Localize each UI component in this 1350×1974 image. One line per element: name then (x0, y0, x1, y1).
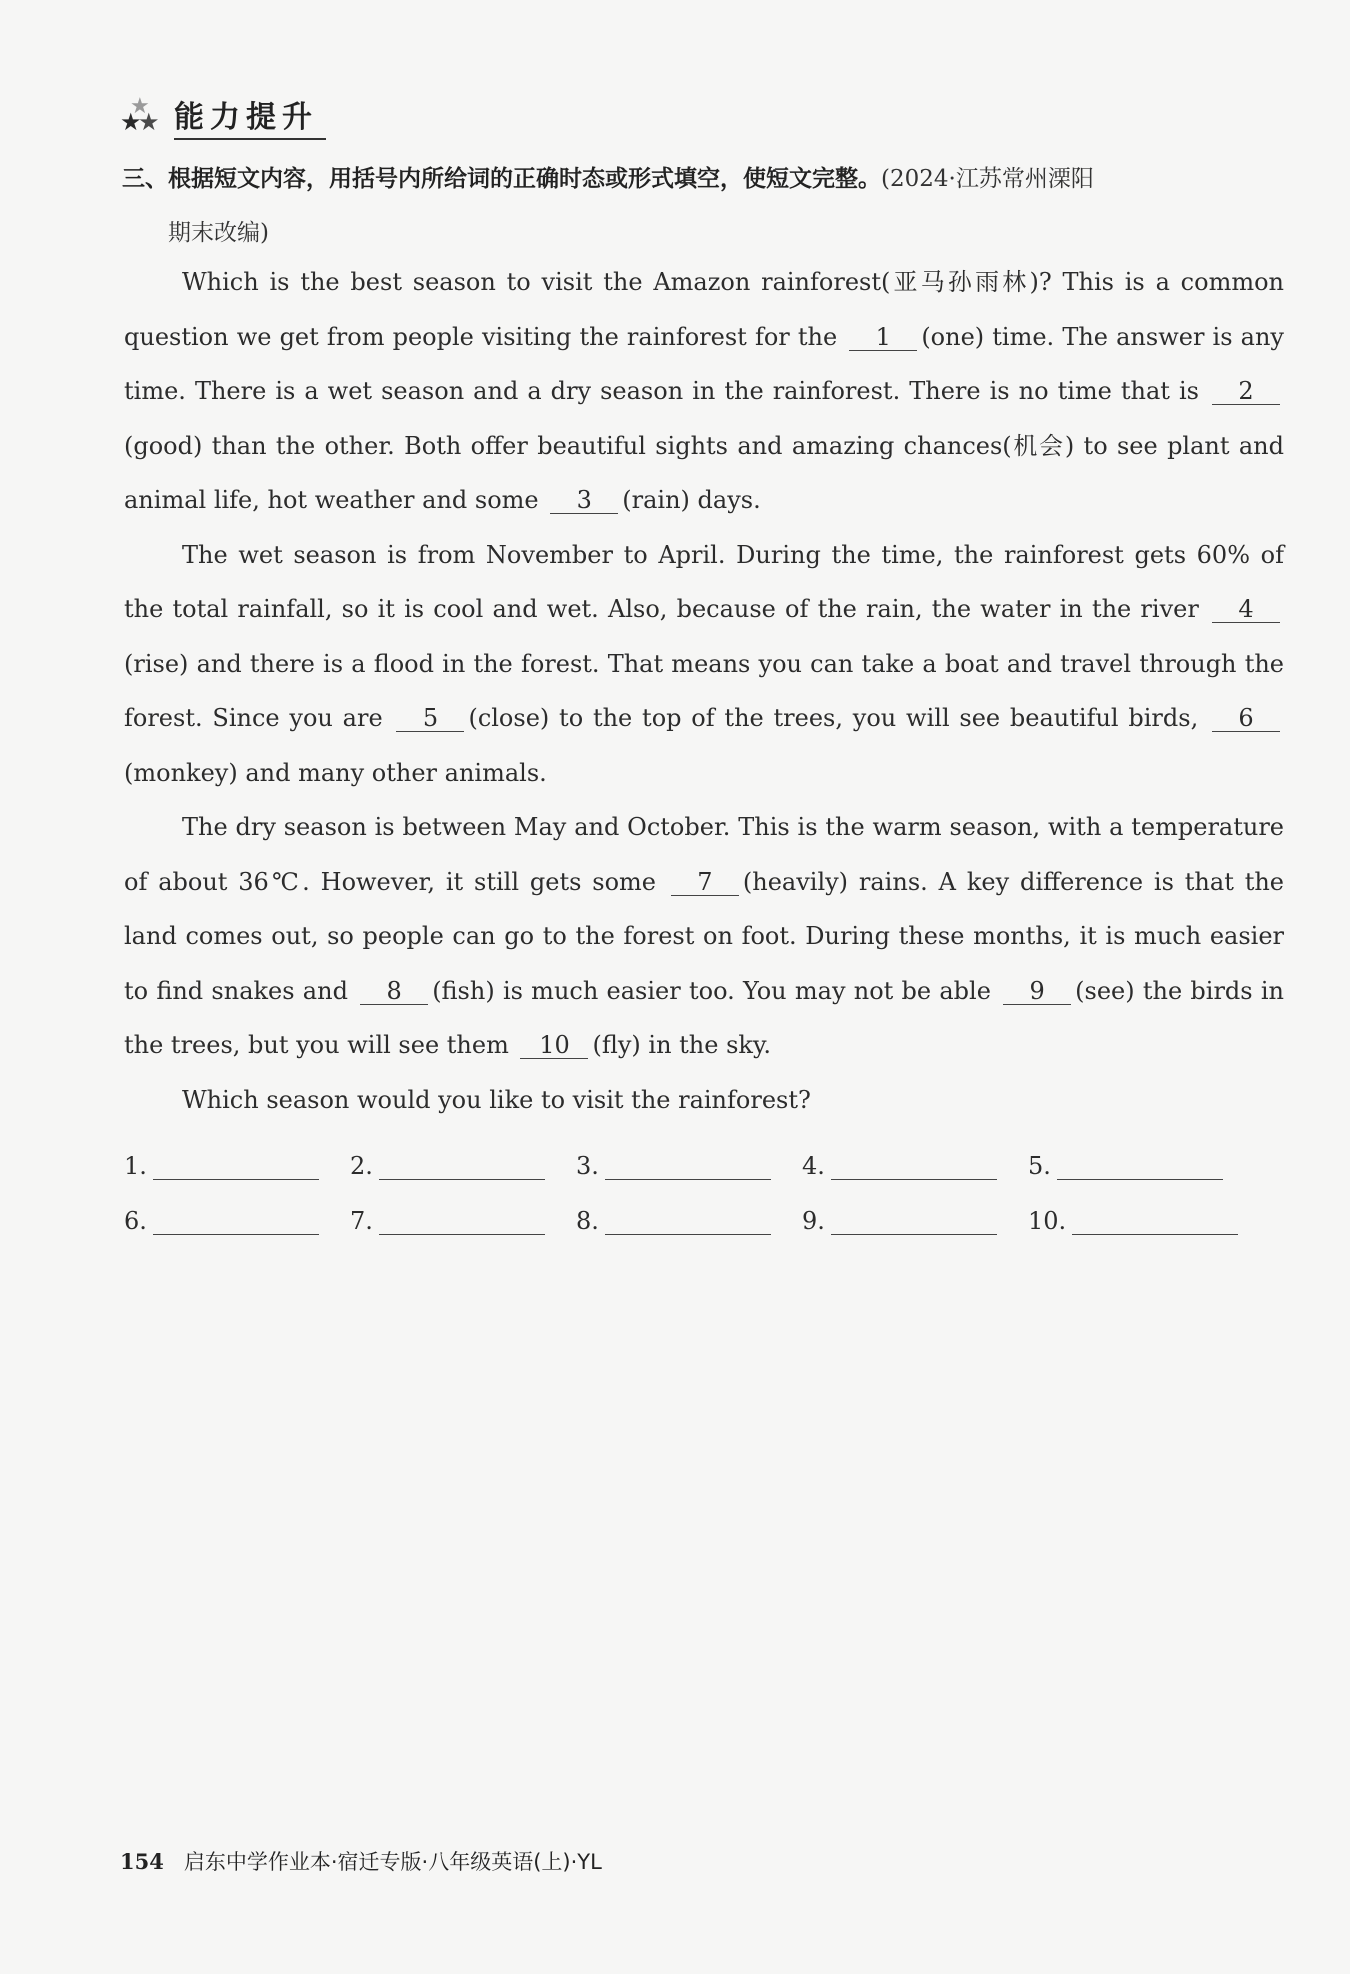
answer-label: 3. (576, 1152, 599, 1180)
answer-item (802, 1152, 1028, 1180)
passage-text: (see) the birds in the trees, but you will see them (124, 976, 1284, 1059)
answer-line-1[interactable] (153, 1155, 319, 1180)
answer-item (1028, 1152, 1254, 1180)
answer-label: 4. (802, 1152, 825, 1180)
answer-line-3[interactable] (605, 1155, 771, 1180)
page-number: 154 (120, 1849, 164, 1874)
answer-label: 9. (802, 1207, 825, 1235)
answer-line-7[interactable] (379, 1210, 545, 1235)
blank-5[interactable]: 5 (396, 705, 464, 732)
answer-label: 2. (350, 1152, 373, 1180)
blank-3[interactable]: 3 (550, 487, 618, 514)
passage-text: The wet season is from November to April. During the time, the rainforest gets 60% of the total rainfall, so it is cool and wet. Also, because of the rain, the water in the river (124, 540, 1284, 623)
passage-text: (close) to the top of the trees, you will see beautiful birds, (468, 704, 1208, 732)
instruction-text: 三、根据短文内容，用括号内所给词的正确时态或形式填空，使短文完整。 (122, 166, 881, 192)
answer-item (1028, 1207, 1254, 1235)
paragraph-1 (124, 255, 1284, 528)
answer-line-4[interactable] (831, 1155, 997, 1180)
answer-line-6[interactable] (153, 1210, 319, 1235)
answer-label: 10. (1028, 1207, 1067, 1235)
passage-text: (good) than the other. Both offer beautiful sights and amazing chances(机会) to see plant and animal life, hot weather and some (124, 431, 1284, 514)
source-note: (2024·江苏常州溧阳 (881, 166, 1094, 192)
passage-text: (rain) days. (622, 486, 761, 514)
answer-item (124, 1152, 350, 1180)
blank-6[interactable]: 6 (1212, 705, 1280, 732)
answer-line-9[interactable] (831, 1210, 997, 1235)
passage-text: (fish) is much easier too. You may not be able (432, 976, 1000, 1005)
section-header (118, 92, 326, 140)
answer-line-5[interactable] (1057, 1155, 1223, 1180)
paragraph-4: Which season would you like to visit the rainforest? (182, 1085, 811, 1114)
passage-text: The dry season is between May and October. This is the warm season, with a temperature of about 36℃. However, it still gets some (124, 813, 1284, 896)
stars-icon: ★ ★ ★ (120, 94, 160, 136)
answer-section (124, 1125, 1284, 1235)
passage-text: (one) time. The answer is any time. There is a wet season and a dry season in the rainforest. There is no time that is (124, 322, 1284, 405)
blank-8[interactable]: 8 (360, 978, 428, 1005)
source-note-continued: 期末改编) (168, 220, 269, 246)
passage-text: (fly) in the sky. (592, 1031, 771, 1059)
answer-item (350, 1152, 576, 1180)
answer-label: 1. (124, 1152, 147, 1180)
reading-passage (124, 255, 1284, 1127)
answer-line-8[interactable] (605, 1210, 771, 1235)
paragraph-2 (124, 528, 1284, 801)
blank-2[interactable]: 2 (1212, 378, 1280, 405)
blank-7[interactable]: 7 (671, 869, 739, 896)
passage-text: (heavily) rains. A key difference is that the land comes out, so people can go to the forest on foot. During these months, it is much easier to find snakes and (124, 867, 1285, 1005)
answer-item (802, 1207, 1028, 1235)
answer-line-2[interactable] (379, 1155, 545, 1180)
answer-label: 5. (1028, 1152, 1051, 1180)
answer-label: 7. (350, 1207, 373, 1235)
blank-1[interactable]: 1 (849, 324, 917, 351)
book-title: 启东中学作业本·宿迁专版·八年级英语(上)·YL (183, 1850, 602, 1874)
passage-text: (rise) and there is a flood in the forest. That means you can take a boat and travel through the forest. Since you are (124, 649, 1284, 732)
page-footer (120, 1846, 602, 1876)
answer-item (576, 1207, 802, 1235)
answer-item (350, 1207, 576, 1235)
answer-label: 6. (124, 1207, 147, 1235)
exercise-instruction (122, 152, 1282, 260)
passage-text: (monkey) and many other animals. (124, 758, 547, 787)
answer-label: 8. (576, 1207, 599, 1235)
answer-row-1 (124, 1125, 1284, 1180)
paragraph-3 (124, 800, 1284, 1073)
answer-line-10[interactable] (1072, 1210, 1238, 1235)
passage-text: Which is the best season to visit the Amazon rainforest(亚马孙雨林)? This is a common question we get from people visiting the rainforest for the (124, 268, 1284, 351)
answer-row-2 (124, 1180, 1284, 1235)
blank-9[interactable]: 9 (1003, 978, 1071, 1005)
blank-10[interactable]: 10 (520, 1032, 588, 1059)
answer-item (576, 1152, 802, 1180)
section-title: 能力提升 (174, 92, 326, 140)
answer-item (124, 1207, 350, 1235)
blank-4[interactable]: 4 (1212, 596, 1280, 623)
